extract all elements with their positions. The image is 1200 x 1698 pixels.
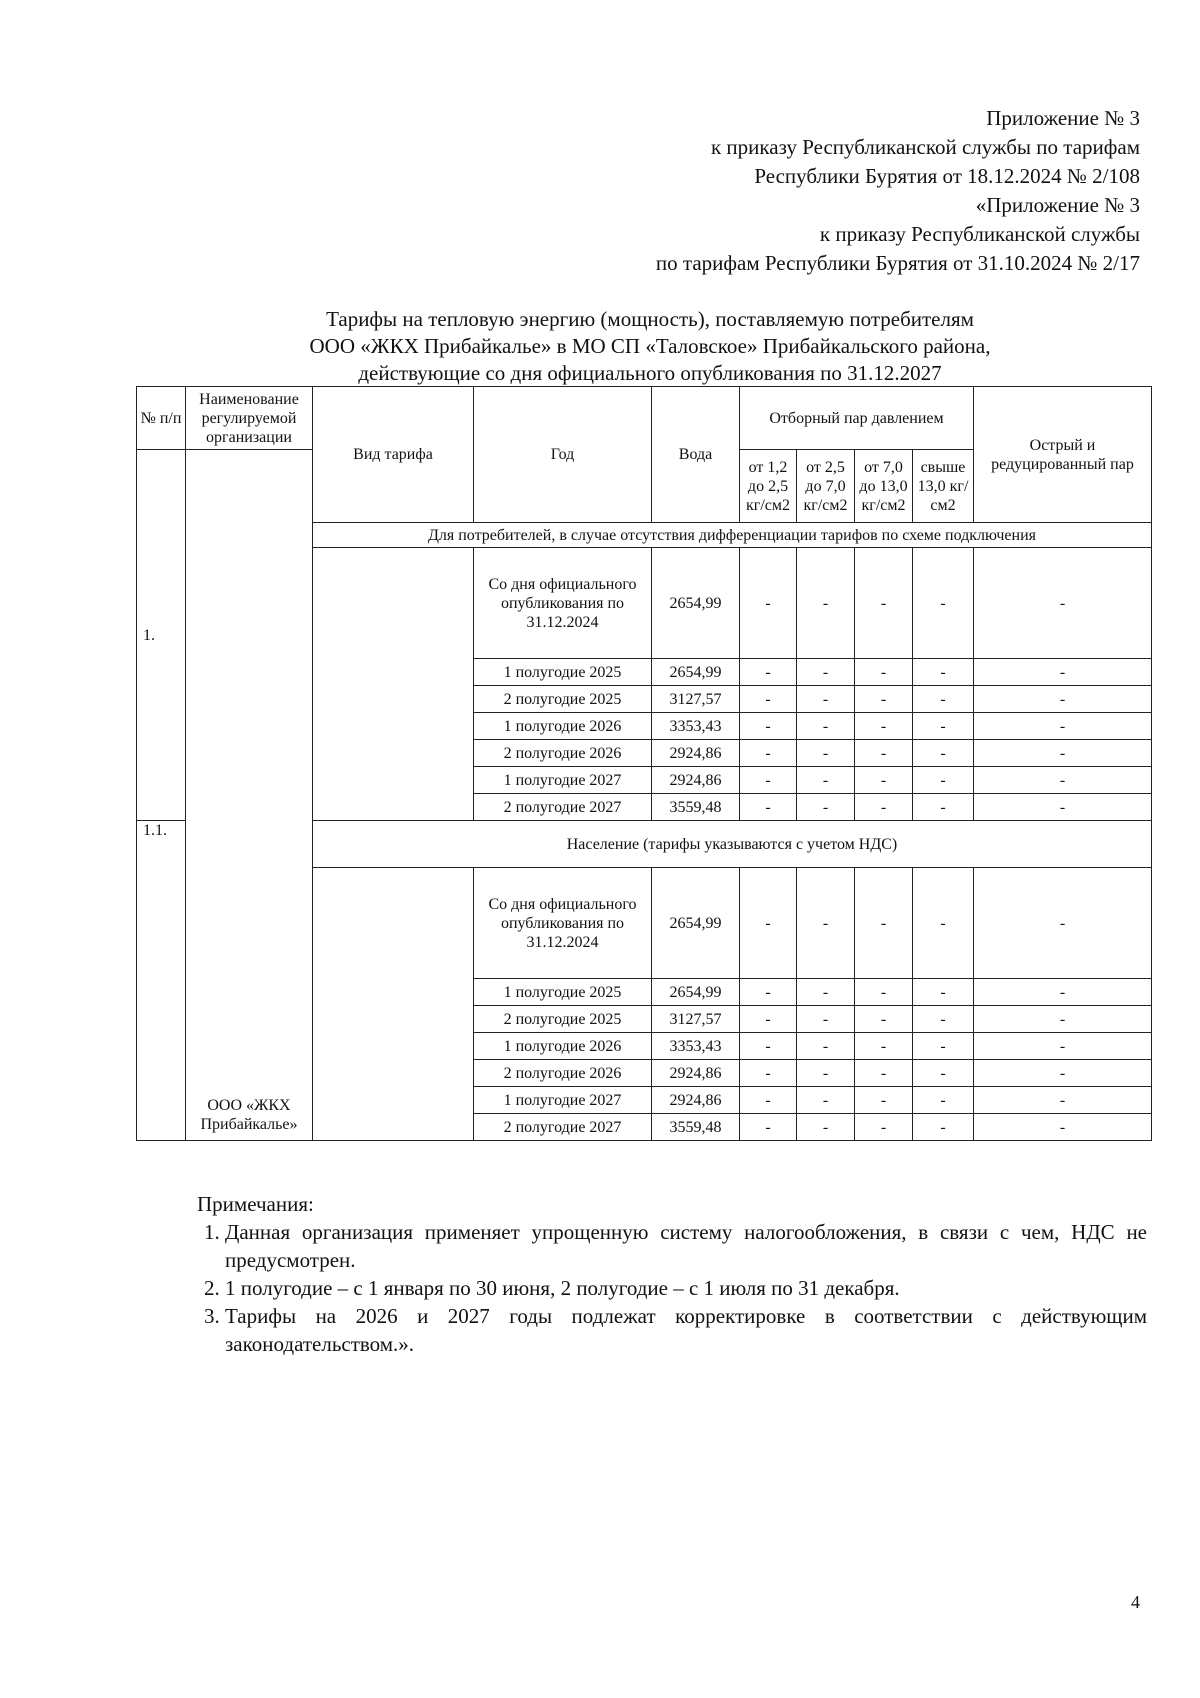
year-cell: Со дня официального опубликования по 31.12.2024 <box>474 868 652 979</box>
steam-2-cell: - <box>797 659 855 686</box>
steam-4-cell: - <box>913 1114 974 1141</box>
title-line: Тарифы на тепловую энергию (мощность), поставляемую потребителям <box>326 307 974 331</box>
water-cell: 2924,86 <box>652 740 740 767</box>
appendix-header-line: к приказу Республиканской службы по тарифам <box>710 135 1140 159</box>
steam-3-cell: - <box>855 713 913 740</box>
year-cell: 2 полугодие 2026 <box>474 740 652 767</box>
steam-4-cell: - <box>913 868 974 979</box>
water-cell: 2924,86 <box>652 767 740 794</box>
section-label: Для потребителей, в случае отсутствия дифференциации тарифов по схеме подключения <box>313 523 1152 548</box>
water-cell: 2654,99 <box>652 979 740 1006</box>
year-cell: 1 полугодие 2026 <box>474 713 652 740</box>
steam-1-cell: - <box>740 548 797 659</box>
steam-4-cell: - <box>913 1087 974 1114</box>
header-steam-4: свыше 13,0 кг/см2 <box>913 450 974 523</box>
steam-4-cell: - <box>913 1006 974 1033</box>
steam-3-cell: - <box>855 767 913 794</box>
water-cell: 2654,99 <box>652 868 740 979</box>
header-steam-group: Отборный пар давлением <box>740 387 974 450</box>
steam-4-cell: - <box>913 548 974 659</box>
sharp-steam-cell: - <box>974 1033 1152 1060</box>
steam-2-cell: - <box>797 979 855 1006</box>
sharp-steam-cell: - <box>974 868 1152 979</box>
steam-1-cell: - <box>740 659 797 686</box>
sharp-steam-cell: - <box>974 1087 1152 1114</box>
steam-4-cell: - <box>913 740 974 767</box>
steam-1-cell: - <box>740 1033 797 1060</box>
steam-1-cell: - <box>740 740 797 767</box>
sharp-steam-cell: - <box>974 767 1152 794</box>
steam-3-cell: - <box>855 1006 913 1033</box>
steam-2-cell: - <box>797 1087 855 1114</box>
steam-1-cell: - <box>740 794 797 821</box>
header-tariff-type: Вид тарифа <box>313 387 474 523</box>
year-cell: 1 полугодие 2027 <box>474 1087 652 1114</box>
water-cell: 2654,99 <box>652 548 740 659</box>
sharp-steam-cell: - <box>974 740 1152 767</box>
appendix-header-line: Приложение № 3 <box>986 106 1140 130</box>
notes <box>197 1190 1147 1358</box>
water-cell: 3353,43 <box>652 713 740 740</box>
table-header-row <box>137 387 1152 450</box>
steam-2-cell: - <box>797 548 855 659</box>
steam-3-cell: - <box>855 979 913 1006</box>
notes-list <box>197 1218 1147 1358</box>
steam-4-cell: - <box>913 659 974 686</box>
sharp-steam-cell: - <box>974 686 1152 713</box>
steam-3-cell: - <box>855 548 913 659</box>
year-cell: 2 полугодие 2027 <box>474 794 652 821</box>
header-org: Наименование регулируемой организации <box>186 387 313 450</box>
steam-3-cell: - <box>855 794 913 821</box>
organization-name: ООО «ЖКХ Прибайкалье» <box>186 450 313 1141</box>
water-cell: 2924,86 <box>652 1060 740 1087</box>
water-cell: 2924,86 <box>652 1087 740 1114</box>
tariff-type-cell <box>313 868 474 1141</box>
steam-4-cell: - <box>913 1060 974 1087</box>
water-cell: 3559,48 <box>652 794 740 821</box>
sharp-steam-cell: - <box>974 713 1152 740</box>
steam-3-cell: - <box>855 1087 913 1114</box>
steam-2-cell: - <box>797 1006 855 1033</box>
appendix-header <box>656 104 1140 278</box>
sharp-steam-cell: - <box>974 1114 1152 1141</box>
note-item: 2. 1 полугодие – с 1 января по 30 июня, 2 полугодие – с 1 июля по 31 декабря. <box>225 1274 1147 1302</box>
sharp-steam-cell: - <box>974 1006 1152 1033</box>
page-number: 4 <box>1131 1592 1140 1612</box>
sharp-steam-cell: - <box>974 1060 1152 1087</box>
steam-1-cell: - <box>740 713 797 740</box>
steam-1-cell: - <box>740 868 797 979</box>
header-sharp-steam: Острый и редуцированный пар <box>974 387 1152 523</box>
section-label: Население (тарифы указываются с учетом НДС) <box>313 821 1152 868</box>
appendix-header-line: по тарифам Республики Бурятия от 31.10.2024 № 2/17 <box>655 251 1140 275</box>
header-steam-1: от 1,2 до 2,5 кг/см2 <box>740 450 797 523</box>
steam-2-cell: - <box>797 740 855 767</box>
note-item: 1. Данная организация применяет упрощенную систему налогообложения, в связи с чем, НДС не предусмотрен. <box>225 1218 1147 1274</box>
steam-4-cell: - <box>913 686 974 713</box>
steam-1-cell: - <box>740 686 797 713</box>
steam-3-cell: - <box>855 659 913 686</box>
steam-4-cell: - <box>913 1033 974 1060</box>
header-year: Год <box>474 387 652 523</box>
row-number-1: 1. <box>137 450 186 821</box>
steam-4-cell: - <box>913 767 974 794</box>
header-steam-2: от 2,5 до 7,0 кг/см2 <box>797 450 855 523</box>
steam-2-cell: - <box>797 1033 855 1060</box>
year-cell: 2 полугодие 2025 <box>474 686 652 713</box>
row-number-1-1: 1.1. <box>137 821 186 1141</box>
notes-heading: Примечания: <box>197 1192 314 1216</box>
steam-1-cell: - <box>740 1006 797 1033</box>
steam-1-cell: - <box>740 1060 797 1087</box>
steam-3-cell: - <box>855 1060 913 1087</box>
tariff-type-cell <box>313 548 474 821</box>
steam-2-cell: - <box>797 713 855 740</box>
year-cell: 1 полугодие 2026 <box>474 1033 652 1060</box>
steam-1-cell: - <box>740 1114 797 1141</box>
water-cell: 2654,99 <box>652 659 740 686</box>
year-cell: 2 полугодие 2027 <box>474 1114 652 1141</box>
document-title <box>135 306 1165 387</box>
steam-3-cell: - <box>855 686 913 713</box>
water-cell: 3353,43 <box>652 1033 740 1060</box>
sharp-steam-cell: - <box>974 794 1152 821</box>
title-line: действующие со дня официального опубликования по 31.12.2027 <box>358 361 942 385</box>
header-num: № п/п <box>137 387 186 450</box>
steam-3-cell: - <box>855 1033 913 1060</box>
steam-3-cell: - <box>855 740 913 767</box>
note-item: 3. Тарифы на 2026 и 2027 годы подлежат корректировке в соответствии с действующим законодательством.». <box>225 1302 1147 1358</box>
sharp-steam-cell: - <box>974 979 1152 1006</box>
tariff-table <box>136 386 1152 1141</box>
year-cell: 1 полугодие 2025 <box>474 659 652 686</box>
appendix-header-line: «Приложение № 3 <box>975 193 1140 217</box>
title-line: ООО «ЖКХ Прибайкалье» в МО СП «Таловское» Прибайкальского района, <box>309 334 991 358</box>
steam-4-cell: - <box>913 979 974 1006</box>
year-cell: 2 полугодие 2025 <box>474 1006 652 1033</box>
year-cell: 1 полугодие 2025 <box>474 979 652 1006</box>
sharp-steam-cell: - <box>974 659 1152 686</box>
water-cell: 3127,57 <box>652 686 740 713</box>
steam-3-cell: - <box>855 1114 913 1141</box>
steam-2-cell: - <box>797 686 855 713</box>
steam-2-cell: - <box>797 1060 855 1087</box>
appendix-header-line: к приказу Республиканской службы <box>819 222 1140 246</box>
steam-1-cell: - <box>740 1087 797 1114</box>
steam-2-cell: - <box>797 868 855 979</box>
year-cell: 1 полугодие 2027 <box>474 767 652 794</box>
steam-2-cell: - <box>797 767 855 794</box>
appendix-header-line: Республики Бурятия от 18.12.2024 № 2/108 <box>754 164 1140 188</box>
sharp-steam-cell: - <box>974 548 1152 659</box>
steam-4-cell: - <box>913 713 974 740</box>
year-cell: Со дня официального опубликования по 31.12.2024 <box>474 548 652 659</box>
steam-2-cell: - <box>797 794 855 821</box>
steam-1-cell: - <box>740 767 797 794</box>
steam-2-cell: - <box>797 1114 855 1141</box>
steam-1-cell: - <box>740 979 797 1006</box>
year-cell: 2 полугодие 2026 <box>474 1060 652 1087</box>
steam-4-cell: - <box>913 794 974 821</box>
header-water: Вода <box>652 387 740 523</box>
water-cell: 3559,48 <box>652 1114 740 1141</box>
steam-3-cell: - <box>855 868 913 979</box>
header-steam-3: от 7,0 до 13,0 кг/см2 <box>855 450 913 523</box>
water-cell: 3127,57 <box>652 1006 740 1033</box>
